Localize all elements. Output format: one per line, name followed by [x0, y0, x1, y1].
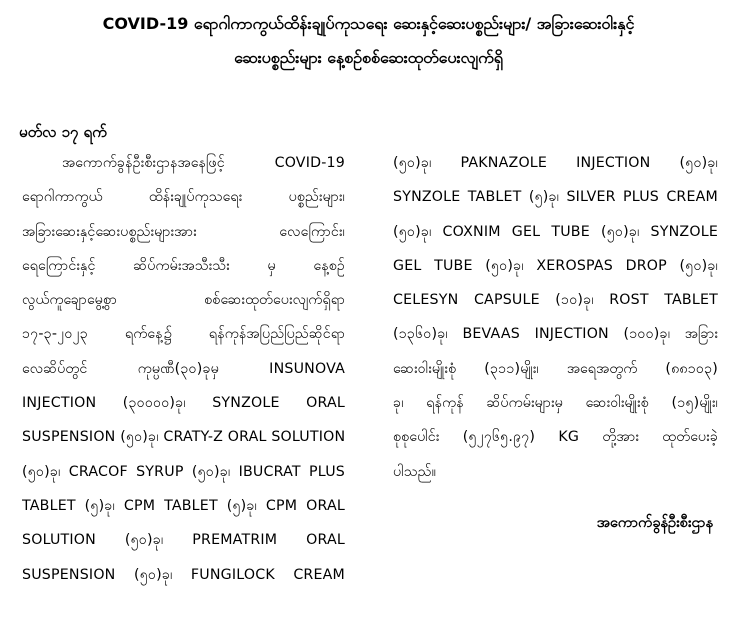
body-line: (၅၀)ခု၊ COXNIM GEL TUBE (၅၀)ခု၊ SYNZOLE [393, 223, 718, 240]
body-line: လေဆိပ်တွင် ကုမ္ပဏီ(၃၀)ခုမှ INSUNOVA [22, 360, 345, 377]
body-line: SYNZOLE TABLET (၅)ခု၊ SILVER PLUS CREAM [393, 189, 718, 206]
body-line: GEL TUBE (၅၀)ခု၊ XEROSPAS DROP (၅၀)ခု၊ [393, 257, 718, 274]
body-line: INJECTION (၃၀၀၀၀)ခု၊ SYNZOLE ORAL [22, 395, 345, 412]
article-column-right [393, 151, 718, 494]
body-line: SUSPENSION (၅၀)ခု၊ FUNGILOCK CREAM [22, 566, 345, 583]
body-line: (၅၀)ခု၊ PAKNAZOLE INJECTION (၅၀)ခု၊ [393, 155, 718, 171]
body-line: အကောက်ခွန်ဦးစီးဌာနအနေဖြင့် COVID-19 [62, 155, 345, 171]
body-line: လွယ်ကူချောမွေ့စွာ စစ်ဆေးထုတ်ပေးလျက်ရှိရာ [22, 292, 345, 309]
dateline: မတ်လ ၁၇ ရက် [19, 123, 107, 141]
body-line: CELESYN CAPSULE (၁၀)ခု၊ ROST TABLET [393, 292, 718, 309]
body-line: ရေကြောင်းနှင့် ဆိပ်ကမ်းအသီးသီး မှ နေ့စဉ် [22, 257, 345, 274]
body-line: စုစုပေါင်း (၅၂၇၆၅.၉၇) KG တို့အား ထုတ်ပေးခဲ့ [393, 429, 718, 446]
body-line: (၁၃၆၀)ခု၊ BEVAAS INJECTION (၁၀၀)ခု၊ အခြား [393, 326, 718, 343]
body-line: ရောဂါကာကွယ် ထိန်းချုပ်ကုသရေး ပစ္စည်းများ၊ [22, 189, 345, 206]
body-line: ဆေးဝါးမျိုးစုံ (၃၁၁)မျိုး၊ အရေအတွက် (၈၈၁၀၃) [393, 360, 718, 377]
body-line: SUSPENSION (၅၀)ခု၊ CRATY-Z ORAL SOLUTION [22, 429, 345, 446]
body-line: (၅၀)ခု၊ CRACOF SYRUP (၅၀)ခု၊ IBUCRAT PLUS [22, 463, 345, 480]
body-line: TABLET (၅)ခု၊ CPM TABLET (၅)ခု၊ CPM ORAL [22, 497, 345, 514]
body-line: အခြားဆေးနှင့်ဆေးပစ္စည်းများအား လေကြောင်း၊ [22, 223, 345, 240]
headline-line-2: ဆေးပစ္စည်းများ နေ့စဉ်စစ်ဆေးထုတ်ပေးလျက်ရှိ [234, 48, 503, 67]
signature-department: အကောက်ခွန်ဦးစီးဌာန [596, 515, 713, 531]
headline-line-1: COVID-19 ရောဂါကာကွယ်ထိန်းချုပ်ကုသရေး ဆေးနှင့်ဆေးပစ္စည်းများ/ အခြားဆေးဝါးနှင့် [102, 14, 635, 33]
body-line: SOLUTION (၅၀)ခု၊ PREMATRIM ORAL [22, 532, 345, 549]
body-line: ခု၊ ရန်ကုန် ဆိပ်ကမ်းများမှ ဆေးဝါးမျိုးစုံ (၁၅)မျိုး၊ [393, 395, 718, 412]
article-column-left [22, 151, 345, 597]
body-line: ၁၇-၃-၂၀၂၃ ရက်နေ့၌ ရန်ကုန်အပြည်ပြည်ဆိုင်ရာ [22, 326, 345, 343]
body-line: ပါသည်။ [393, 463, 437, 480]
